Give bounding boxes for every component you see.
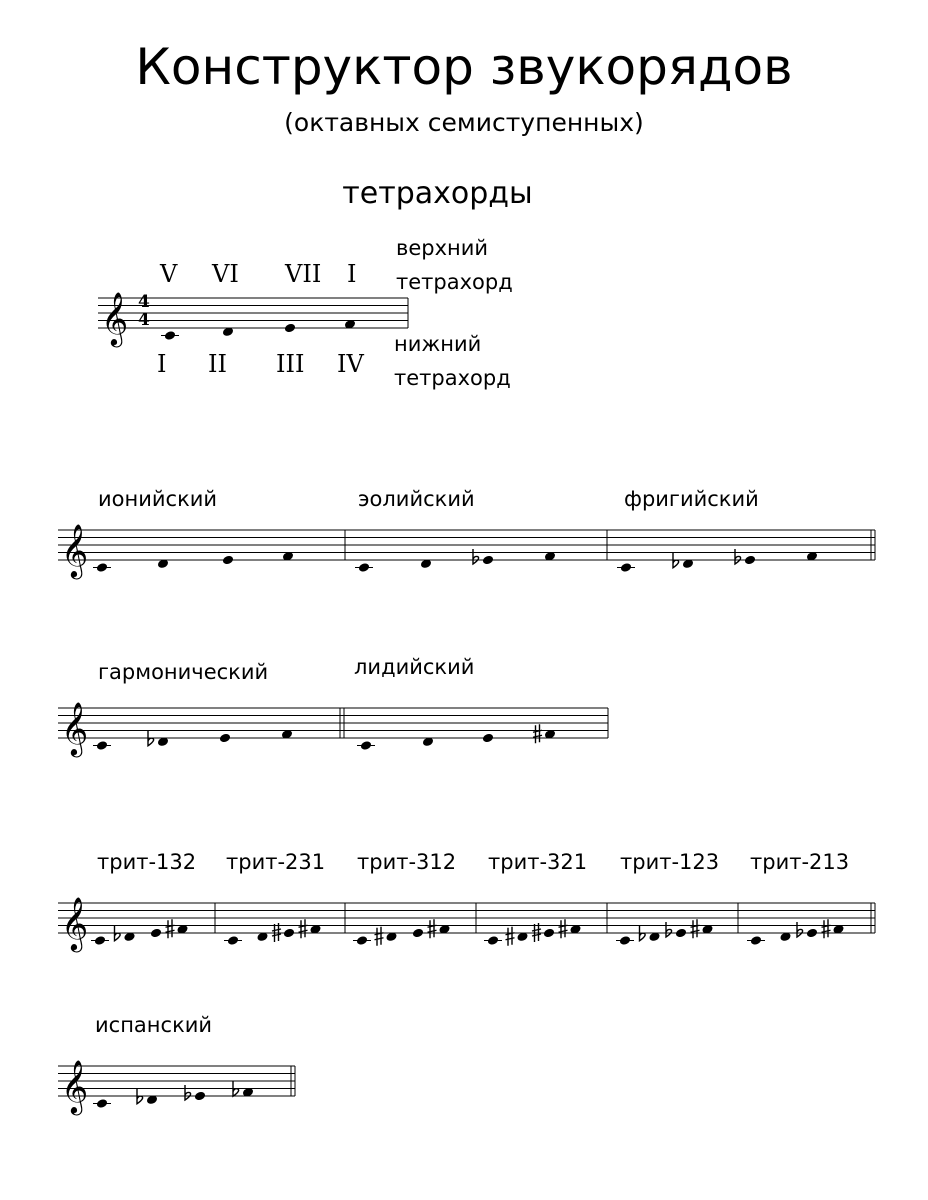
lower-degree-3: III	[276, 350, 305, 378]
tetrachord-label: фригийский	[624, 487, 759, 511]
tetrachord-label: трит-231	[226, 850, 326, 874]
note-head	[96, 740, 108, 751]
note-head	[96, 562, 108, 573]
note-head	[164, 330, 176, 341]
tetrachord-label: гармонический	[98, 660, 269, 684]
note-head	[620, 562, 632, 573]
note-head	[482, 733, 494, 744]
page-subtitle: (октавных семиступенных)	[284, 108, 644, 137]
tetrachord-label: ионийский	[98, 487, 218, 511]
note-head	[222, 555, 234, 566]
note-head	[283, 928, 295, 939]
note-head	[675, 928, 687, 939]
note-head	[219, 733, 231, 744]
tetrachord-label: трит-321	[488, 850, 588, 874]
lower-degree-2: II	[208, 350, 227, 378]
note-head	[360, 740, 372, 751]
tetrachord-label: испанский	[95, 1013, 213, 1037]
flat-icon	[473, 549, 479, 564]
note-head	[356, 935, 368, 946]
lower-degree-1: I	[157, 350, 167, 378]
note-head	[412, 928, 424, 939]
note-head	[358, 562, 370, 573]
lower-tetrachord-label-1: нижний	[394, 332, 482, 356]
upper-degree-2: VI	[212, 260, 239, 288]
sharp-icon	[166, 919, 175, 938]
upper-degree-4: I	[347, 260, 357, 288]
sharp-icon	[533, 724, 542, 743]
time-signature-top: 4	[138, 292, 150, 312]
note-head	[482, 555, 494, 566]
note-head	[487, 935, 499, 946]
note-head	[619, 935, 631, 946]
tetrachord-label: трит-132	[97, 850, 197, 874]
sharp-icon	[822, 919, 831, 938]
lower-degree-4: IV	[337, 350, 364, 378]
time-signature-bottom: 4	[138, 310, 150, 330]
treble-clef-icon: 𝄞	[61, 896, 89, 950]
treble-clef-icon: 𝄞	[101, 291, 129, 345]
upper-tetrachord-label-2: тетрахорд	[396, 270, 513, 294]
note-head	[806, 928, 818, 939]
tetrachord-label: трит-312	[357, 850, 457, 874]
sharp-icon	[299, 919, 308, 938]
upper-degree-1: V	[160, 260, 178, 288]
sharp-icon	[506, 927, 515, 946]
sharp-icon	[559, 919, 568, 938]
note-head	[94, 935, 106, 946]
flat-icon	[735, 549, 741, 564]
flat-icon	[666, 922, 672, 937]
page-title: Конструктор звукорядов	[135, 38, 793, 96]
note-head	[227, 935, 239, 946]
note-head	[750, 935, 762, 946]
treble-clef-icon: 𝄞	[61, 701, 89, 755]
upper-degree-3: VII	[285, 260, 322, 288]
tetrachord-label: лидийский	[354, 655, 475, 679]
section-title: тетрахорды	[342, 176, 533, 211]
note-head	[194, 1091, 206, 1102]
flat-icon	[797, 922, 803, 937]
tetrachord-label: трит-123	[620, 850, 720, 874]
lower-tetrachord-label-2: тетрахорд	[394, 366, 511, 390]
sharp-icon	[375, 927, 384, 946]
note-head	[284, 323, 296, 334]
note-head	[150, 928, 162, 939]
flat-icon	[185, 1085, 191, 1100]
treble-clef-icon: 𝄞	[61, 523, 89, 577]
tetrachord-label: эолийский	[358, 487, 475, 511]
note-head	[744, 555, 756, 566]
sharp-icon	[428, 919, 437, 938]
tetrachord-label: трит-213	[750, 850, 850, 874]
treble-clef-icon: 𝄞	[61, 1059, 89, 1113]
note-head	[543, 928, 555, 939]
upper-tetrachord-label-1: верхний	[396, 236, 489, 260]
note-head	[96, 1098, 108, 1109]
sharp-icon	[691, 919, 700, 938]
